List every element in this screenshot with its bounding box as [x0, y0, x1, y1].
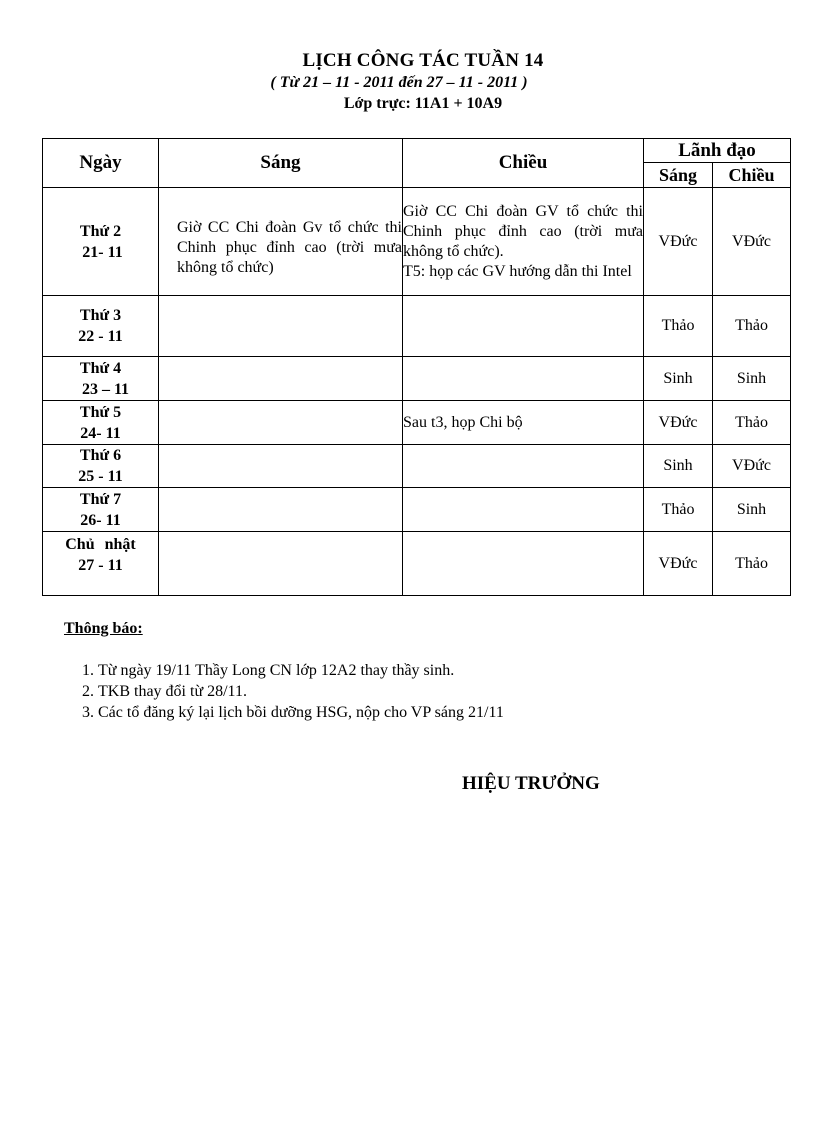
lead-morning-cell: Thảo: [644, 296, 713, 357]
lead-morning-cell: VĐức: [644, 532, 713, 596]
morning-cell: [159, 296, 403, 357]
lead-afternoon-cell: Thảo: [713, 532, 791, 596]
date-range: ( Từ 21 – 11 - 2011 đến 27 – 11 - 2011 ): [270, 74, 528, 91]
day-name: Thứ 7: [79, 490, 122, 508]
day-name: Thứ 5: [79, 403, 122, 421]
lead-afternoon-cell: Thảo: [713, 296, 791, 357]
morning-cell: [159, 357, 403, 401]
table-row: [43, 296, 791, 357]
table-row: [43, 357, 791, 401]
lead-morning-cell: VĐức: [644, 188, 713, 296]
schedule-table: [42, 138, 791, 596]
lead-afternoon-cell: VĐức: [713, 188, 791, 296]
afternoon-cell: [403, 296, 644, 357]
day-name: Thứ 4: [79, 359, 122, 377]
day-date: 26- 11: [80, 511, 121, 529]
day-date: 27 - 11: [78, 557, 123, 574]
morning-cell: [159, 445, 403, 488]
afternoon-text: Giờ CC Chi đoàn GV tổ chức thi Chinh phục đỉnh cao (trời mưa không tổ chức).: [403, 202, 643, 260]
table-row: [43, 532, 791, 596]
day-cell: [43, 401, 159, 445]
afternoon-cell: [403, 488, 644, 532]
notices-title: Thông báo: [64, 620, 138, 637]
morning-text: Giờ CC Chi đoàn Gv tổ chức thi Chinh phục đỉnh cao (trời mưa không tổ chức): [177, 218, 402, 276]
lead-morning-cell: Thảo: [644, 488, 713, 532]
afternoon-cell: [403, 357, 644, 401]
page-title: LỊCH CÔNG TÁC TUẦN 14: [302, 50, 544, 71]
day-cell: [43, 357, 159, 401]
afternoon-cell: [403, 445, 644, 488]
table-row: [43, 188, 791, 296]
lead-afternoon-cell: Sinh: [713, 357, 791, 401]
header-lead-afternoon: Chiều: [713, 163, 791, 188]
day-cell: [43, 188, 159, 296]
afternoon-extra-text: T5: họp các GV hướng dẫn thi Intel: [403, 262, 632, 280]
day-name: Thứ 6: [79, 447, 122, 464]
signature-title: HIỆU TRƯỞNG: [462, 773, 600, 794]
day-date: 22 - 11: [78, 328, 123, 345]
day-name: Thứ 3: [79, 307, 122, 324]
afternoon-cell: [403, 188, 644, 296]
morning-cell: [159, 532, 403, 596]
header-day: Ngày: [43, 139, 159, 188]
duty-class: Lớp trực: 11A1 + 10A9: [343, 95, 503, 112]
lead-afternoon-cell: Thảo: [713, 401, 791, 445]
day-name: Chủ nhật: [65, 536, 136, 553]
lead-afternoon-cell: VĐức: [713, 445, 791, 488]
list-item: 3. Các tổ đăng ký lại lịch bồi dưỡng HSG, nộp cho VP sáng 21/11: [98, 702, 798, 723]
morning-cell: [159, 188, 403, 296]
header-afternoon: Chiều: [403, 139, 644, 188]
notices-heading: Thông báo:: [64, 620, 143, 637]
notices-list: [62, 660, 798, 723]
list-item: 1. Từ ngày 19/11 Thầy Long CN lớp 12A2 thay thầy sinh.: [98, 660, 798, 681]
morning-cell: [159, 401, 403, 445]
day-cell: [43, 296, 159, 357]
table-row: [43, 488, 791, 532]
day-date: 23 – 11: [81, 380, 130, 398]
day-date: 25 - 11: [78, 468, 123, 485]
table-row: [43, 445, 791, 488]
day-date: 24- 11: [80, 424, 121, 442]
lead-morning-cell: Sinh: [644, 357, 713, 401]
table-row: [43, 401, 791, 445]
day-name: Thứ 2: [79, 222, 122, 240]
day-cell: [43, 532, 159, 596]
morning-cell: [159, 488, 403, 532]
day-cell: [43, 445, 159, 488]
lead-afternoon-cell: Sinh: [713, 488, 791, 532]
afternoon-cell: Sau t3, họp Chi bộ: [403, 401, 644, 445]
afternoon-cell: [403, 532, 644, 596]
day-date: 21- 11: [82, 243, 123, 261]
day-cell: [43, 488, 159, 532]
header-leadership: Lãnh đạo: [644, 139, 791, 163]
header-lead-morning: Sáng: [644, 163, 713, 188]
lead-morning-cell: VĐức: [644, 401, 713, 445]
header-morning: Sáng: [159, 139, 403, 188]
lead-morning-cell: Sinh: [644, 445, 713, 488]
list-item: 2. TKB thay đổi từ 28/11.: [98, 681, 798, 702]
